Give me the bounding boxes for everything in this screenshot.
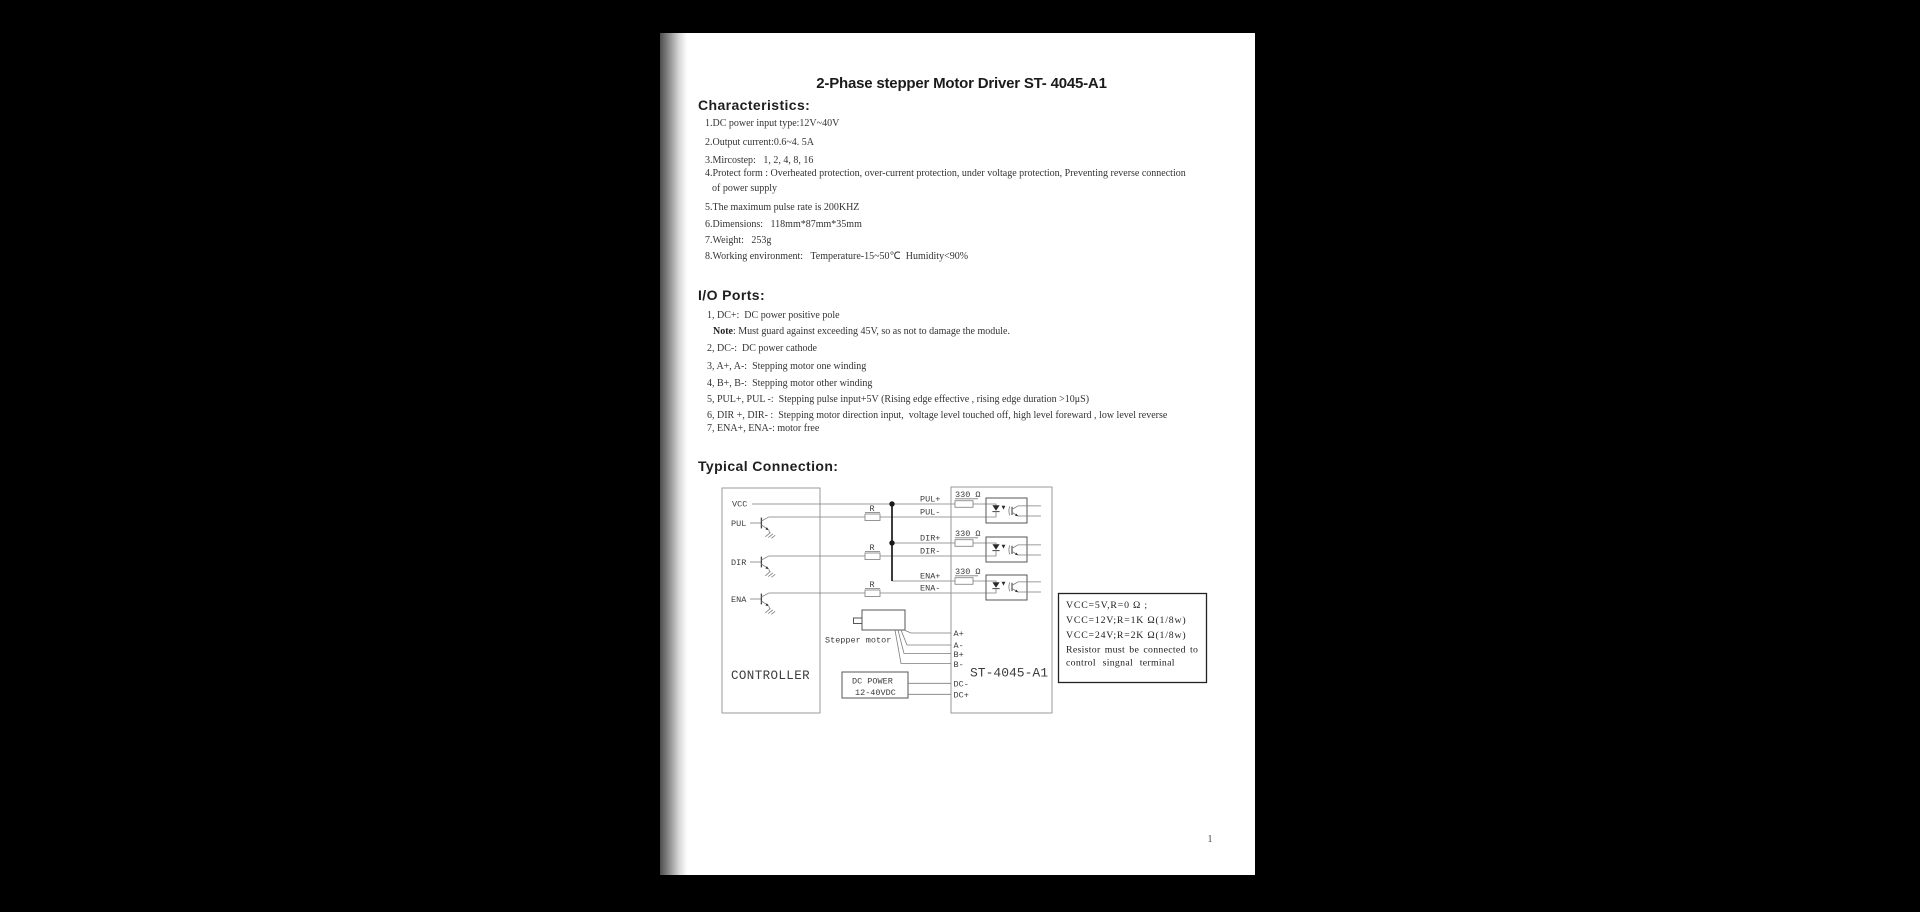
series-resistor-pul — [865, 504, 880, 521]
dir-minus-terminal: DIR- — [920, 546, 941, 557]
io-port-item: 7, ENA+, ENA-: motor free — [707, 423, 820, 434]
pul-label: PUL — [731, 519, 747, 529]
dir-label: DIR — [731, 558, 747, 568]
svg-text:330 Ω: 330 Ω — [955, 490, 981, 500]
svg-text:R: R — [869, 580, 875, 590]
characteristics-item: 3.Mircostep: 1, 2, 4, 8, 16 — [705, 155, 814, 166]
document-title: 2-Phase stepper Motor Driver ST- 4045-A1 — [816, 75, 1107, 92]
optocoupler-dir — [986, 537, 1041, 562]
b-plus-terminal: B+ — [953, 649, 964, 660]
svg-text:R: R — [869, 543, 875, 553]
ena-plus-terminal: ENA+ — [920, 571, 941, 582]
svg-text:330 Ω: 330 Ω — [955, 529, 981, 539]
note-line: VCC=5V,R=0 Ω ; — [1066, 600, 1148, 611]
characteristics-heading: Characteristics: — [698, 97, 811, 113]
characteristics-item: 1.DC power input type:12V~40V — [705, 118, 840, 129]
characteristics-item: 5.The maximum pulse rate is 200KHZ — [705, 202, 860, 213]
controller-label: CONTROLLER — [731, 669, 811, 683]
series-resistor-dir — [865, 543, 880, 560]
document-page — [660, 33, 1255, 875]
driver-label: ST-4045-A1 — [970, 665, 1049, 681]
dc-power-supply — [842, 672, 951, 698]
dc-power-voltage: 12-40VDC — [855, 688, 896, 698]
input-resistor-330-ena — [955, 567, 981, 584]
junction-dot — [889, 540, 894, 545]
input-resistor-330-dir — [955, 529, 981, 546]
characteristics-item: 2.Output current:0.6~4. 5A — [705, 137, 815, 148]
ground-icon — [765, 532, 775, 538]
note-line: Resistor must be connected to — [1066, 644, 1199, 656]
series-resistor-ena — [865, 580, 880, 597]
a-minus-terminal: A- — [953, 641, 964, 651]
characteristics-item-wrap: of power supply — [712, 183, 777, 194]
dir-plus-terminal: DIR+ — [920, 533, 941, 544]
dc-power-label: DC POWER — [852, 676, 893, 687]
svg-text:330 Ω: 330 Ω — [955, 567, 981, 577]
page-edge-shadow — [660, 33, 687, 875]
note-line: VCC=12V;R=1K Ω(1/8w) — [1066, 615, 1187, 626]
io-note-label: Note — [713, 326, 733, 337]
dc-plus-terminal: DC+ — [953, 690, 969, 701]
io-port-item: 1, DC+: DC power positive pole — [707, 310, 840, 321]
characteristics-item: 4.Protect form : Overheated protection, over-current protection, under voltage protection, Preventing reverse connection — [705, 168, 1186, 179]
ena-minus-terminal: ENA- — [920, 583, 941, 594]
pul-plus-terminal: PUL+ — [920, 494, 941, 505]
a-plus-terminal: A+ — [953, 629, 964, 639]
characteristics-item: 7.Weight: 253g — [705, 235, 772, 246]
io-note-text: : Must guard against exceeding 45V, so as not to damage the module. — [733, 326, 1010, 337]
io-ports-heading: I/O Ports: — [698, 287, 766, 303]
io-port-item: 2, DC-: DC power cathode — [707, 343, 817, 354]
io-port-item: 5, PUL+, PUL -: Stepping pulse input+5V (Rising edge effective , rising edge duration >10μS) — [707, 394, 1090, 405]
npn-transistor-symbol — [750, 517, 775, 538]
optocoupler-pul — [986, 498, 1041, 523]
note-line: VCC=24V;R=2K Ω(1/8w) — [1066, 629, 1187, 641]
stepper-motor-label: Stepper motor — [825, 635, 892, 646]
motor-shaft-icon — [854, 618, 863, 624]
junction-dot — [889, 501, 894, 506]
resistor-note-box — [1059, 594, 1207, 683]
page-number: 1 — [1207, 834, 1213, 845]
input-resistor-330-pul — [955, 490, 981, 507]
io-port-item: 3, A+, A-: Stepping motor one winding — [707, 361, 867, 372]
characteristics-item: 8.Working environment: Temperature-15~50℃ Humidity<90% — [705, 251, 969, 262]
b-minus-terminal: B- — [953, 659, 964, 670]
pul-minus-terminal: PUL- — [920, 507, 941, 518]
characteristics-item: 6.Dimensions: 118mm*87mm*35mm — [705, 219, 862, 230]
io-port-note — [713, 326, 1010, 337]
motor-wire-a-plus — [904, 630, 951, 633]
dc-minus-terminal: DC- — [953, 679, 969, 690]
note-line: control singnal terminal — [1066, 657, 1175, 669]
svg-text:R: R — [869, 504, 875, 514]
typical-connection-heading: Typical Connection: — [698, 458, 839, 474]
connection-diagram — [715, 480, 1215, 730]
io-port-item: 6, DIR +, DIR- : Stepping motor direction input, voltage level touched off, high level foreward , low level reverse — [707, 410, 1168, 421]
stepper-motor-symbol — [825, 610, 951, 664]
ena-label: ENA — [731, 595, 747, 605]
io-port-item: 4, B+, B-: Stepping motor other winding — [707, 378, 873, 389]
vcc-label: VCC — [732, 499, 748, 510]
optocoupler-ena — [986, 575, 1041, 600]
